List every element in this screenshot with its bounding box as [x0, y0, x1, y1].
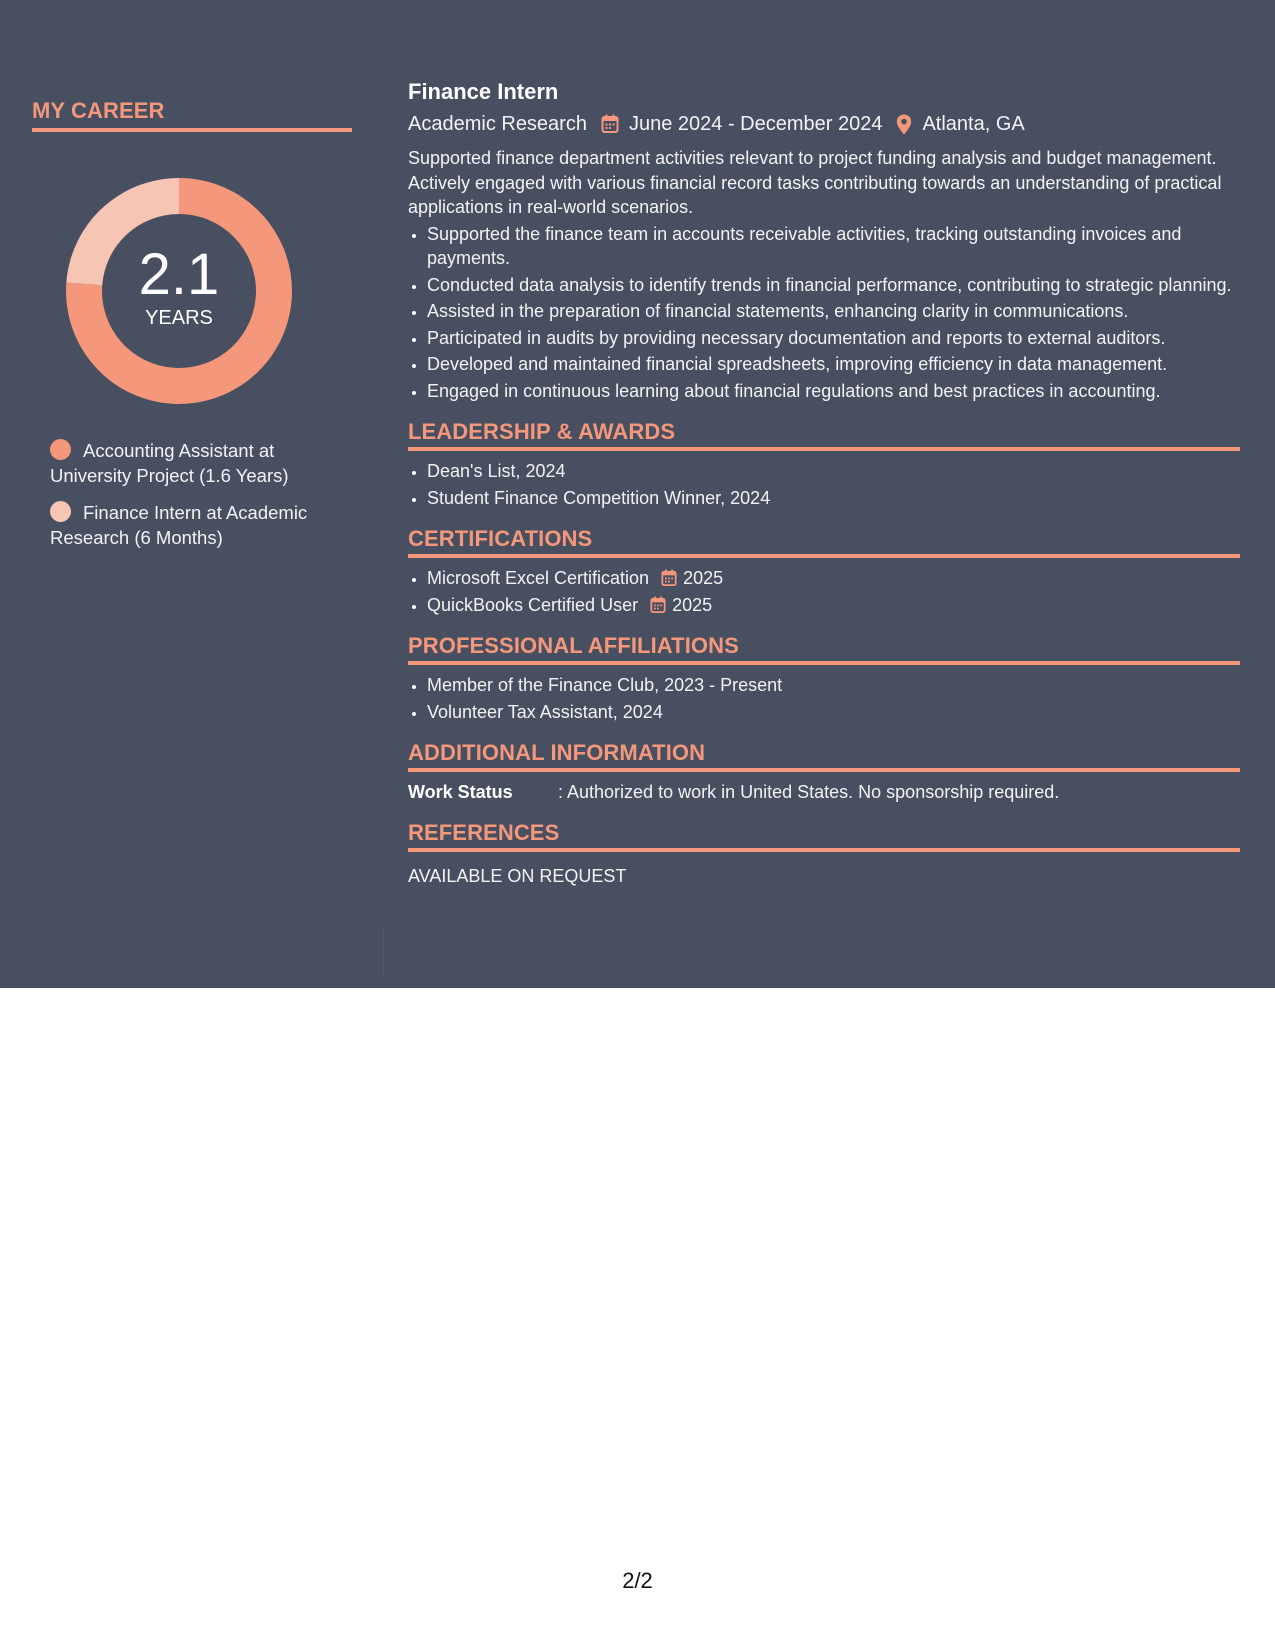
list-item: • Developed and maintained financial spreadsheets, improving efficiency in data management. [427, 352, 1240, 377]
certification-name: • QuickBooks Certified User [427, 594, 639, 615]
leadership-section [408, 419, 1240, 510]
donut-center [66, 178, 292, 404]
list-item [427, 566, 1240, 591]
career-sidebar [32, 98, 352, 548]
list-item: • Member of the Finance Club, 2023 - Present [427, 673, 1240, 698]
legend-item [50, 500, 350, 550]
calendar-icon [661, 569, 677, 587]
list-item: • Assisted in the preparation of financial statements, enhancing clarity in communications. [427, 299, 1240, 324]
certification-year: 2025 [683, 568, 724, 588]
job-entry [408, 78, 1240, 403]
affiliations-list [408, 673, 1240, 724]
job-summary: Supported finance department activities relevant to project funding analysis and budget management. Actively engaged with various financial record tasks contributing towards an understanding of practical applications in real-world scenarios. [408, 148, 1222, 217]
work-status-value: : Authorized to work in United States. No sponsorship required. [558, 782, 1060, 802]
page-number: 2/2 [622, 1568, 653, 1593]
column-divider [383, 930, 384, 976]
calendar-icon [650, 596, 666, 614]
career-donut-chart [66, 178, 292, 404]
job-bullets [408, 222, 1240, 404]
certification-entry [427, 593, 1240, 618]
affiliations-section-title: PROFESSIONAL AFFILIATIONS [408, 633, 1240, 665]
certifications-list [408, 566, 1240, 617]
work-status-label: Work Status [408, 782, 513, 802]
job-location: Atlanta, GA [922, 113, 1025, 135]
list-item: • Engaged in continuous learning about financial regulations and best practices in accounting. [427, 379, 1240, 404]
list-item [427, 593, 1240, 618]
affiliations-section [408, 633, 1240, 724]
list-item: • Supported the finance team in accounts receivable activities, tracking outstanding invoices and payments. [427, 222, 1240, 271]
job-dates: June 2024 - December 2024 [628, 113, 883, 135]
location-pin-icon [896, 114, 912, 135]
list-item: • Volunteer Tax Assistant, 2024 [427, 700, 1240, 725]
references-section [408, 820, 1240, 888]
career-section-title: MY CAREER [32, 98, 352, 132]
references-text: AVAILABLE ON REQUEST [408, 866, 627, 886]
certification-entry [427, 566, 1240, 591]
list-item: • Participated in audits by providing necessary documentation and reports to external auditors. [427, 326, 1240, 351]
legend-label: Accounting Assistant at University Project (1.6 Years) [50, 440, 289, 486]
leadership-list [408, 459, 1240, 510]
legend-dot-primary [50, 439, 71, 460]
work-status-row [408, 780, 1240, 804]
job-title: Finance Intern [408, 79, 559, 104]
career-legend [50, 438, 350, 562]
certification-year: 2025 [672, 594, 713, 615]
list-item: • Conducted data analysis to identify trends in financial performance, contributing to strategic planning. [427, 273, 1240, 298]
calendar-icon [601, 114, 619, 134]
additional-info-section [408, 740, 1240, 804]
legend-item [50, 438, 350, 488]
job-company: Academic Research [408, 113, 587, 135]
main-content [408, 78, 1240, 888]
legend-dot-secondary [50, 501, 71, 522]
leadership-section-title: LEADERSHIP & AWARDS [408, 419, 1240, 451]
job-meta [408, 110, 1240, 138]
references-section-title: REFERENCES [408, 820, 1240, 852]
legend-label: Finance Intern at Academic Research (6 Months) [50, 502, 308, 548]
list-item: • Dean's List, 2024 [427, 459, 1240, 484]
career-total-value: 2.1 [138, 242, 220, 307]
list-item: • Student Finance Competition Winner, 2024 [427, 486, 1240, 511]
career-total-unit: YEARS [145, 307, 213, 329]
additional-info-section-title: ADDITIONAL INFORMATION [408, 740, 1240, 772]
certifications-section [408, 526, 1240, 617]
certification-name: • Microsoft Excel Certification [427, 568, 650, 588]
certifications-section-title: CERTIFICATIONS [408, 526, 1240, 558]
